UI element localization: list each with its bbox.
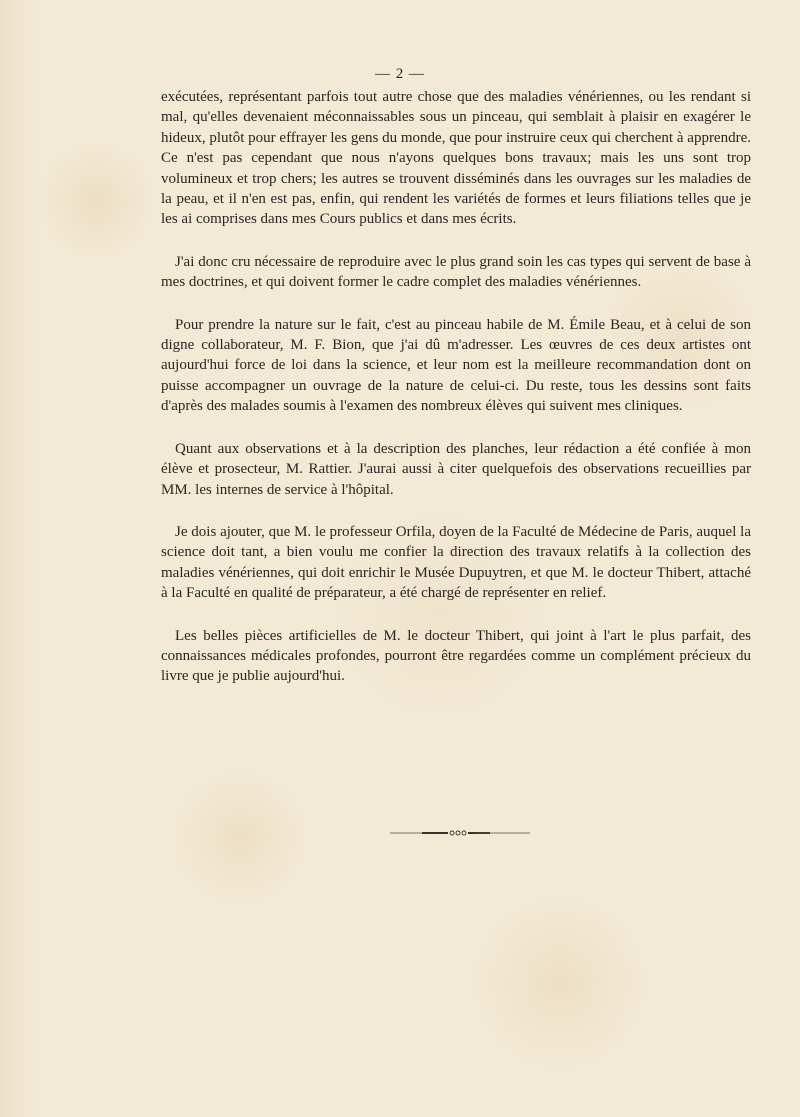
paragraph-5: Je dois ajouter, que M. le professeur Orfila, doyen de la Faculté de Médecine de Paris, auquel la science doit tant, a bien voulu me confier la direction des travaux relatifs à la collection des maladies vénériennes, qui doit enrichir le Musée Dupuytren, et que M. le docteur Thibert, attaché à la Faculté en qualité de préparateur, a été chargé de représenter en relief. <box>161 523 751 602</box>
paragraph-2: J'ai donc cru nécessaire de reproduire avec le plus grand soin les cas types qui servent de base à mes doctrines, et qui doivent former le cadre complet des maladies vénériennes. <box>161 253 751 291</box>
page-number: — 2 — <box>375 66 425 82</box>
paragraph-3: Pour prendre la nature sur le fait, c'est au pinceau habile de M. Émile Beau, et à celui de son digne collaborateur, M. F. Bion, que j'ai dû m'adresser. Les œuvres de ces deux artistes ont aujourd'hui force de loi dans la science, et leur nom est la meilleure recommandation dont on puisse accompagner un ouvrage de la nature de celui-ci. Du reste, tous les dessins sont faits d'après des malades soumis à l'examen des nombreux élèves qui suivent mes cliniques. <box>161 316 751 415</box>
paragraph-4: Quant aux observations et à la description des planches, leur rédaction a été confiée à mon élève et prosecteur, M. Rattier. J'aurai aussi à citer quelquefois des observations recueillies par MM. les internes de service à l'hôpital. <box>161 440 751 498</box>
paragraph-1: exécutées, représentant parfois tout autre chose que des maladies vénériennes, ou les rendant si mal, qu'elles devenaient méconnaissables sous un pinceau, qui semblait à plaisir en exagérer le hideux, plutôt pour effrayer les gens du monde, que pour instruire ceux qui cherchent à apprendre. Ce n'est pas cependant que nous n'ayons quelques bons travaux; mais les uns sont trop volumineux et trop chers; les autres se trouvent disséminés dans les ouvrages sur les maladies de la peau, et il n'en est pas, enfin, qui rendent les variétés de formes et leurs filiations telles que je les ai comprises dans mes Cours publics et dans mes écrits. <box>161 89 751 228</box>
tailpiece-ornament-icon <box>390 828 530 838</box>
paragraph-6: Les belles pièces artificielles de M. le docteur Thibert, qui joint à l'art le plus parfait, des connaissances médicales profondes, pourront être regardées comme un complément précieux du livre que je publie aujourd'hui. <box>161 627 751 685</box>
body-text <box>161 87 751 709</box>
